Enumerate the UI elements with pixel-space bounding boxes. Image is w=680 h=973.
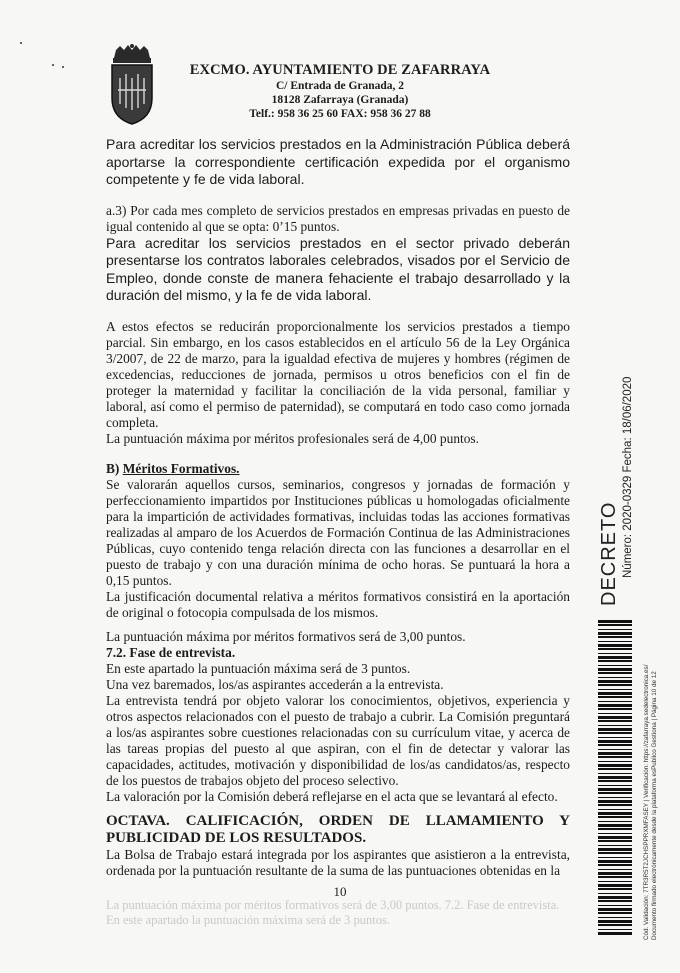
barcode-bar (598, 857, 632, 858)
barcode-bar (598, 896, 632, 899)
barcode-bar (598, 672, 632, 674)
barcode-bar (598, 641, 632, 642)
paragraph-public-admin-proof: Para acreditar los servicios prestados en la Administración Pública deberá aportarse la correspondiente certificación expedida por el organismo competente y fe de vida laboral. (106, 136, 570, 187)
barcode-bar (598, 872, 632, 875)
barcode-bar (598, 737, 632, 738)
barcode-bar (598, 696, 632, 698)
barcode-bar (598, 864, 632, 866)
barcode-bar (598, 848, 632, 851)
barcode-bar (598, 812, 632, 815)
phone-fax: Telf.: 958 36 25 60 FAX: 958 36 27 88 (249, 108, 431, 120)
paragraph-commission-record: La valoración por la Comisión deberá reflejarse en el acta que se levantará al efecto. (106, 788, 558, 804)
barcode-bar (598, 869, 632, 870)
barcode-bar (598, 632, 632, 635)
barcode-bar (598, 692, 632, 695)
barcode-bar (598, 824, 632, 827)
paragraph-a3: a.3) Por cada mes completo de servicios prestados en empresas privadas en puesto de igual contenido al que se opta: 0’15 puntos. (106, 202, 570, 234)
barcode-bar (598, 660, 632, 662)
barcode-bar (598, 804, 632, 806)
barcode-bar (598, 680, 632, 683)
validation-code: Cód. Validación: 7TR3R5T2JCHSPPRXMFASEY | Verificación: https://zafarraya.sedelectronica.es/ (643, 664, 650, 940)
barcode-bar (598, 728, 632, 731)
barcode-bar (598, 732, 632, 734)
barcode-bar (598, 920, 632, 923)
section-b-heading: B) Méritos Formativos. (106, 460, 240, 476)
barcode-bar (598, 756, 632, 758)
barcode-bar (598, 752, 632, 755)
paragraph-training-proof: La justificación documental relativa a méritos formativos consistirá en la aportación de original o fotocopia compulsada de los mismos. (106, 588, 570, 620)
barcode-bar (598, 620, 632, 623)
scan-speck (62, 66, 64, 68)
barcode-bar (598, 809, 632, 810)
barcode-bar (598, 761, 632, 762)
barcode-bar (598, 701, 632, 702)
barcode-bar (598, 924, 632, 926)
paragraph-training-merits: Se valorarán aquellos cursos, seminarios, congresos y jornadas de formación y perfeccionamiento impartidos por Instituciones públicas u homologadas oficialmente para la impartición de actividades formativas, incluidas todas las acciones formativas realizadas al amparo de los Acuerdos de Formación Continua de las Administraciones Públicas, cuyo contenido tenga relación directa con las funciones a desarrollar en el puesto de trabajo y con una duración mínima de ocho horas. Se puntuará la hora a 0,15 puntos. (106, 476, 570, 588)
barcode-bar (598, 644, 632, 647)
barcode-bar (598, 881, 632, 882)
barcode-bar (598, 821, 632, 822)
paragraph-interview-max: En este apartado la puntuación máxima será de 3 puntos. (106, 660, 411, 676)
barcode-bar (598, 888, 632, 890)
barcode-bar (598, 713, 632, 714)
barcode-bar (598, 689, 632, 690)
barcode-bar (598, 792, 632, 794)
barcode-bar (598, 725, 632, 726)
scan-speck (52, 64, 54, 66)
barcode-bar (598, 768, 632, 770)
paragraph-max-training: La puntuación máxima por méritos formativos será de 3,00 puntos. (106, 628, 466, 644)
barcode-bar (598, 788, 632, 791)
paragraph-private-sector-proof: Para acreditar los servicios prestados en el sector privado deberán presentarse los contratos laborales celebrados, visados por el Servicio de Empleo, donde conste de manera fehaciente el trabajo desarrollado y la duración del mismo, y la fe de vida laboral. (106, 234, 570, 303)
barcode-bar (598, 677, 632, 678)
barcode-bar (598, 636, 632, 638)
barcode-bar (598, 900, 632, 902)
barcode-bar (598, 917, 632, 918)
barcode-bar (598, 800, 632, 803)
barcode-bar (598, 624, 632, 626)
decree-number-date: Número: 2020-0329 Fecha: 18/06/2020 (622, 376, 634, 578)
barcode-bar (598, 648, 632, 650)
barcode-bar (598, 833, 632, 834)
document-body (106, 136, 570, 879)
section-octava-heading: OCTAVA. CALIFICACIÓN, ORDEN DE LLAMAMIENTO Y PUBLICIDAD DE LOS RESULTADOS. (106, 812, 570, 846)
address-street: C/ Entrada de Granada, 2 (275, 80, 405, 92)
paragraph-interview-purpose: La entrevista tendrá por objeto valorar los conocimientos, objetivos, experiencia y otros aspectos relacionados con el puesto de trabajo a cubrir. La Comisión preguntará a los/as aspirantes sobre cuestiones relacionadas con su currículum vitae, y acerca de las tareas propias del puesto al que aspiran, con el fin de detectar y valorar las capacidades, actitudes, motivación y disponibilidad de los/as candidatos/as, respecto de los puestos de trabajos objeto del proceso selectivo. (106, 692, 570, 788)
barcode-bar (598, 845, 632, 846)
barcode-bar (598, 785, 632, 786)
barcode-bar (598, 932, 632, 935)
barcode-bar (598, 764, 632, 767)
barcode-bar (598, 744, 632, 746)
barcode-bar (598, 665, 632, 666)
barcode-bar (598, 684, 632, 686)
barcode-bar (598, 836, 632, 839)
section-7-2-heading: 7.2. Fase de entrevista. (106, 644, 236, 660)
barcode-bar (598, 893, 632, 894)
decree-stamp-title: DECRETO (598, 501, 620, 606)
coat-of-arms-icon (106, 44, 158, 126)
barcode-bar (598, 629, 632, 630)
barcode-bar (598, 704, 632, 707)
paragraph-max-professional: La puntuación máxima por méritos profesionales será de 4,00 puntos. (106, 430, 479, 446)
barcode-bar (598, 708, 632, 710)
scan-speck (20, 42, 22, 44)
paragraph-interview-access: Una vez baremados, los/as aspirantes accederán a la entrevista. (106, 676, 444, 692)
barcode-bar (598, 929, 632, 930)
barcode-bar (598, 884, 632, 887)
barcode-bar (598, 776, 632, 779)
barcode-bar (598, 840, 632, 842)
barcode-bar (598, 740, 632, 743)
barcode-bar (598, 852, 632, 854)
signature-platform-note: Documento firmado electrónicamente desde la plataforma esPublico Gestiona | Página 10 de 12 (651, 671, 658, 940)
barcode-bar (598, 780, 632, 782)
barcode-bar (598, 876, 632, 878)
barcode-bar (598, 656, 632, 659)
barcode (598, 620, 632, 938)
institution-title: EXCMO. AYUNTAMIENTO DE ZAFARRAYA (189, 62, 491, 78)
bleed-through-text: La puntuación máxima por méritos formativos será de 3,00 puntos. 7.2. Fase de entrevista. En este apartado la puntuación máxima será de 3 puntos. (106, 898, 560, 927)
barcode-bar (598, 912, 632, 914)
barcode-bar (598, 716, 632, 719)
barcode-bar (598, 773, 632, 774)
barcode-bar (598, 905, 632, 906)
barcode-bar (598, 653, 632, 654)
barcode-bar (598, 860, 632, 863)
letterhead (175, 62, 505, 121)
barcode-bar (598, 668, 632, 671)
paragraph-work-pool: La Bolsa de Trabajo estará integrada por los aspirantes que asistieron a la entrevista, ordenada por la puntuación resultante de la suma de las puntuaciones obtenidas en la (106, 846, 570, 878)
barcode-bar (598, 749, 632, 750)
paragraph-part-time: A estos efectos se reducirán proporcionalmente los servicios prestados a tiempo parcial. Sin embargo, en los casos establecidos en el artículo 56 de la Ley Orgánica 3/2007, de 22 de marzo, para la igualdad efectiva de mujeres y hombres (régimen de excedencias, reducciones de jornada, permisos u otros beneficios con el fin de proteger la maternidad y facilitar la conciliación de la vida personal, familiar y laboral, así como el permiso de paternidad), se computará en todo caso como jornada completa. (106, 318, 570, 430)
barcode-bar (598, 828, 632, 830)
barcode-bar (598, 908, 632, 911)
address-city: 18128 Zafarraya (Granada) (271, 94, 409, 106)
barcode-bar (598, 797, 632, 798)
page-number: 10 (333, 884, 347, 899)
barcode-bar (598, 720, 632, 722)
barcode-bar (598, 816, 632, 818)
